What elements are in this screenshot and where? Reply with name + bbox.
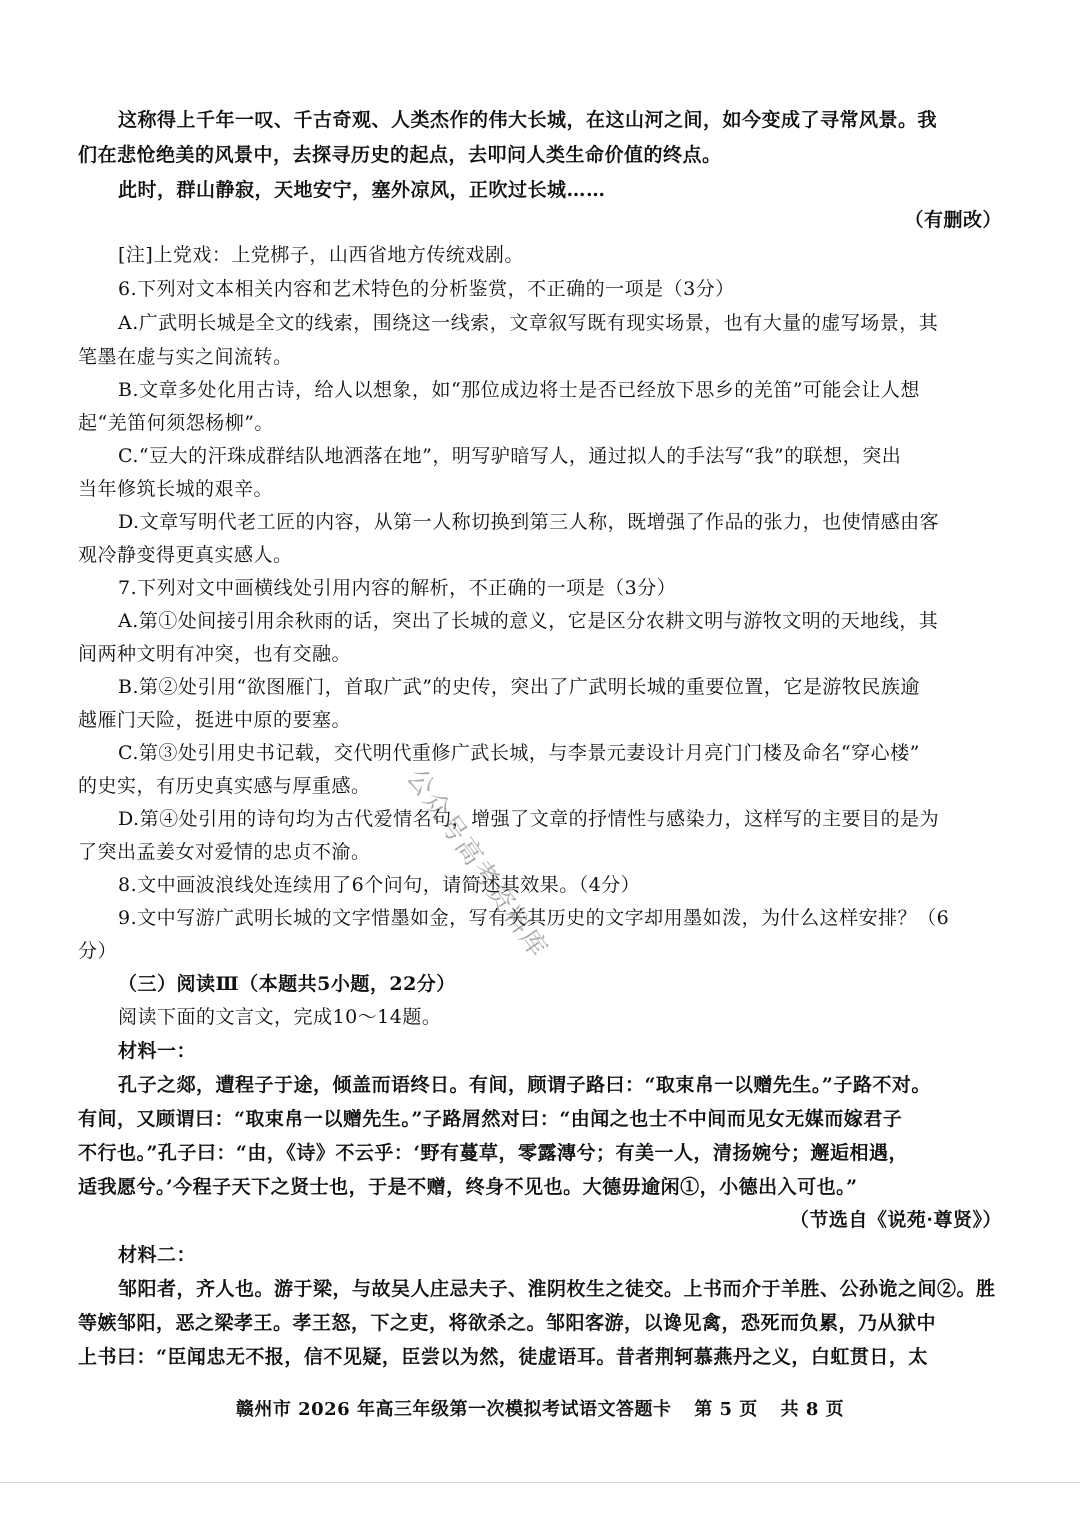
option-7d-cont: 了突出孟姜女对爱情的忠贞不渝。 (78, 841, 371, 863)
section-instruction: 阅读下面的文言文，完成10～14题。 (118, 1006, 442, 1028)
option-6b: B.文章多处化用古诗，给人以想象，如“那位成边将士是否已经放下思乡的羌笛”可能会让人想 (118, 379, 920, 401)
footer-page-number: 第 5 页 (694, 1399, 758, 1420)
option-7b: B.第②处引用“欲图雁门，首取广武”的史传，突出了广武明长城的重要位置，它是游牧民族逾 (118, 676, 920, 698)
source-citation: （节选自《说苑·尊贤》） (789, 1209, 1002, 1231)
question-9-cont: 分） (78, 940, 118, 962)
option-7b-cont: 越雁门天险，挺进中原的要塞。 (78, 709, 352, 731)
question-9: 9.文中写游广武明长城的文字惜墨如金，写有关其历史的文字却用墨如泼，为什么这样安排？（6 (118, 907, 950, 929)
text-line: 此时，群山静寂，天地安宁，塞外凉风，正吹过长城…… (118, 179, 606, 201)
question-7: 7.下列对文中画横线处引用内容的解析，不正确的一项是（3分） (118, 577, 677, 599)
watermark: 公众号高考资料库 (400, 763, 554, 965)
option-6c: C.“豆大的汗珠成群结队地洒落在地”，明写驴暗写人，通过拟人的手法写“我”的联想，突出 (118, 445, 902, 467)
passage-line: 适我愿兮。’今程子天下之贤士也，于是不赠，终身不见也。大德毋逾闲①，小德出入可也。” (78, 1176, 858, 1198)
source-note: （有删改） (904, 209, 1002, 231)
option-6d: D.文章写明代老工匠的内容，从第一人称切换到第三人称，既增强了作品的张力，也使情感由客 (118, 511, 940, 533)
footer-total-pages: 共 8 页 (780, 1399, 845, 1420)
material-1-label: 材料一： (118, 1040, 197, 1062)
page-footer (0, 1395, 1080, 1421)
option-6b-cont: 起“羌笛何须怨杨柳”。 (78, 412, 274, 434)
question-8: 8.文中画波浪线处连续用了6个问句，请简述其效果。（4分） (118, 874, 641, 896)
text-line: 们在悲怆绝美的风景中，去探寻历史的起点，去叩问人类生命价值的终点。 (78, 144, 722, 166)
option-6a: A.广武明长城是全文的线索，围绕这一线索，文章叙写既有现实场景，也有大量的虚写场景，其 (118, 312, 939, 334)
option-7a-cont: 间两种文明有冲突，也有交融。 (78, 643, 352, 665)
passage-line: 有间，又顾谓曰：“取束帛一以赠先生。”子路屑然对曰：“由闻之也士不中间而见女无媒而嫁君子 (78, 1108, 903, 1130)
question-6: 6.下列对文本相关内容和艺术特色的分析鉴赏，不正确的一项是（3分） (118, 278, 735, 300)
option-6a-cont: 笔墨在虚与实之间流转。 (78, 346, 293, 368)
passage-line: 邹阳者，齐人也。游于梁，与故吴人庄忌夫子、淮阴枚生之徒交。上书而介于羊胜、公孙诡之间②。胜 (118, 1278, 996, 1300)
passage-line: 等嫉邹阳，恶之梁孝王。孝王怒，下之吏，将欲杀之。邹阳客游，以谗见禽，恐死而负累，乃从狱中 (78, 1312, 937, 1334)
option-7d: D.第④处引用的诗句均为古代爱情名句，增强了文章的抒情性与感染力，这样写的主要目的是为 (118, 808, 940, 830)
option-7c-cont: 的史实，有历史真实感与厚重感。 (78, 775, 371, 797)
bottom-divider (0, 1482, 1080, 1483)
option-7c: C.第③处引用史书记载，交代明代重修广武长城，与李景元妻设计月亮门门楼及命名“穿心楼” (118, 742, 920, 764)
annotation-note: [注]上党戏：上党梆子，山西省地方传统戏剧。 (118, 244, 524, 266)
passage-line: 上书曰：“臣闻忠无不报，信不见疑，臣尝以为然，徒虚语耳。昔者荆轲慕燕丹之义，白虹贯日，太 (78, 1346, 928, 1368)
text-line: 这称得上千年一叹、千古奇观、人类杰作的伟大长城，在这山河之间，如今变成了寻常风景。我 (118, 109, 938, 131)
passage-line: 不行也。”孔子曰：“由，《诗》不云乎：‘野有蔓草，零露漙兮；有美一人，清扬婉兮；邂逅相遇， (78, 1142, 908, 1164)
section-heading: （三）阅读Ⅲ（本题共5小题，22分） (118, 973, 456, 995)
material-2-label: 材料二： (118, 1244, 197, 1266)
passage-line: 孔子之郯，遭程子于途，倾盖而语终日。有间，顾谓子路曰：“取束帛一以赠先生。”子路不对。 (118, 1074, 931, 1096)
option-6c-cont: 当年修筑长城的艰辛。 (78, 478, 274, 500)
footer-title: 赣州市 2026 年高三年级第一次模拟考试语文答题卡 (235, 1399, 672, 1420)
option-7a: A.第①处间接引用余秋雨的话，突出了长城的意义，它是区分农耕文明与游牧文明的天地线，其 (118, 610, 939, 632)
option-6d-cont: 观冷静变得更真实感人。 (78, 544, 293, 566)
